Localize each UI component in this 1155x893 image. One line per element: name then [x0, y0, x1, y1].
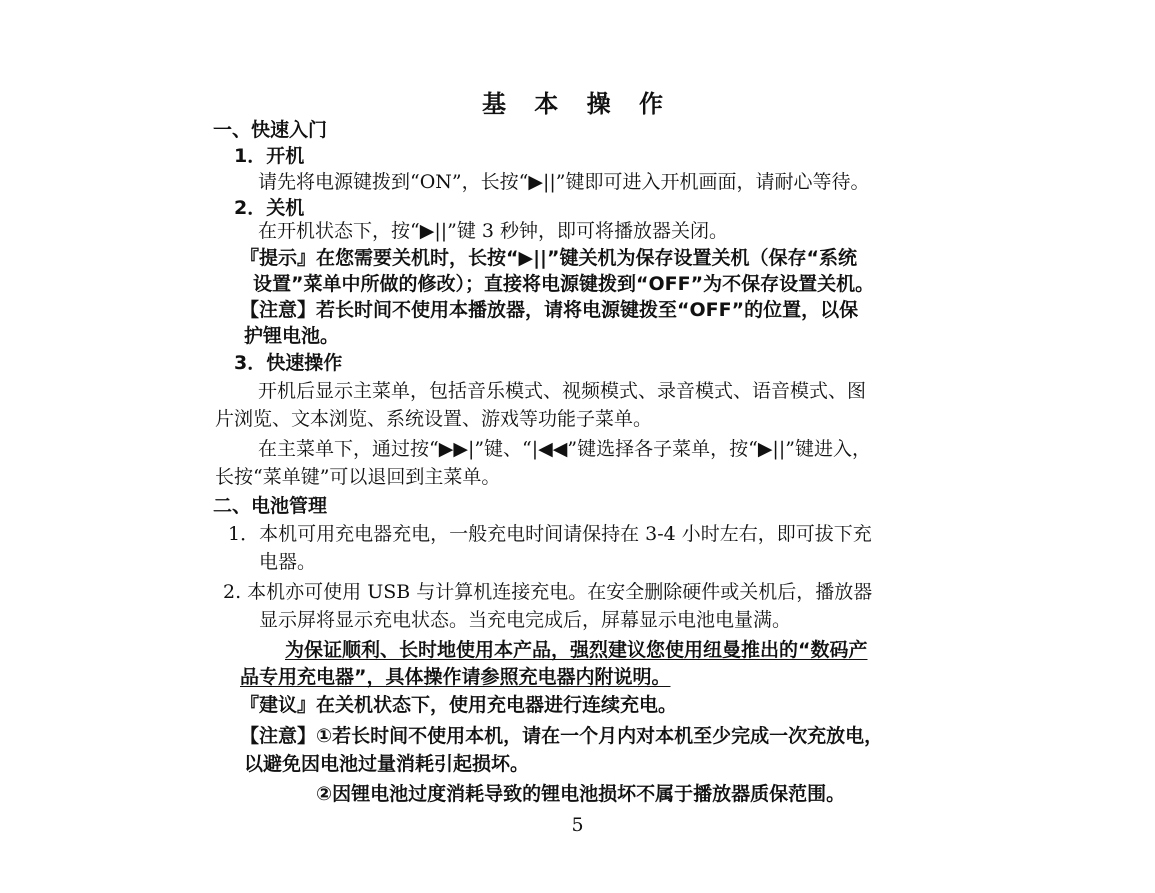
- note-storage-line-1: 【注意】①若长时间不使用本机，请在一个月内对本机至少完成一次充放电，: [240, 725, 884, 747]
- power-on-instruction: 请先将电源键拨到“ON”，长按“▶||”键即可进入开机画面，请耐心等待。: [258, 171, 870, 193]
- tip-text-line-1: 『提示』在您需要关机时，长按“▶||”键关机为保存设置关机（保存“系统: [240, 247, 857, 269]
- battery-item-2-line-1: 2. 本机亦可使用 USB 与计算机连接充电。在安全删除硬件或关机后，播放器: [223, 581, 873, 603]
- section-heading-quick-start: 一、快速入门: [213, 119, 328, 141]
- suggestion-text: 『建议』在关机状态下，使用充电器进行连续充电。: [240, 694, 678, 716]
- section-heading-battery: 二、电池管理: [213, 495, 328, 517]
- note-storage-line-2: 以避免因电池过量消耗引起损坏。: [244, 753, 530, 775]
- tip-text-line-2: 设置”菜单中所做的修改）；直接将电源键拨到“OFF”为不保存设置关机。: [253, 273, 875, 295]
- page-title: 基 本 操 作: [481, 90, 674, 118]
- charger-recommendation-line-2: 品专用充电器”，具体操作请参照充电器内附说明。: [240, 666, 671, 688]
- quick-operation-paragraph-1-line-1: 开机后显示主菜单，包括音乐模式、视频模式、录音模式、语音模式、图: [258, 380, 867, 402]
- subsection-heading-power-on: 1．开机: [234, 145, 305, 167]
- subsection-heading-quick-operation: 3．快速操作: [234, 352, 343, 374]
- subsection-heading-power-off: 2．关机: [234, 197, 305, 219]
- charger-recommendation-line-1: 为保证顺利、长时地使用本产品，强烈建议您使用纽曼推出的“数码产: [285, 639, 868, 661]
- note-battery-line-2: 护锂电池。: [244, 325, 340, 347]
- battery-item-2-line-2: 显示屏将显示充电状态。当充电完成后，屏幕显示电池电量满。: [259, 609, 792, 631]
- quick-operation-paragraph-2-line-2: 长按“菜单键”可以退回到主菜单。: [215, 466, 501, 488]
- quick-operation-paragraph-2-line-1: 在主菜单下，通过按“▶▶|”键、“|◀◀”键选择各子菜单，按“▶||”键进入，: [258, 438, 871, 460]
- quick-operation-paragraph-1-line-2: 片浏览、文本浏览、系统设置、游戏等功能子菜单。: [215, 408, 653, 430]
- power-off-instruction: 在开机状态下，按“▶||”键 3 秒钟，即可将播放器关闭。: [258, 220, 729, 242]
- page-number: 5: [571, 814, 584, 836]
- note-warranty-line: ②因锂电池过度消耗导致的锂电池损坏不属于播放器质保范围。: [316, 783, 846, 805]
- battery-item-1-line-1: 1．本机可用充电器充电，一般充电时间请保持在 3-4 小时左右，即可拔下充: [228, 523, 872, 545]
- note-battery-line-1: 【注意】若长时间不使用本播放器，请将电源键拨至“OFF”的位置，以保: [240, 299, 859, 321]
- battery-item-1-line-2: 电器。: [259, 551, 317, 573]
